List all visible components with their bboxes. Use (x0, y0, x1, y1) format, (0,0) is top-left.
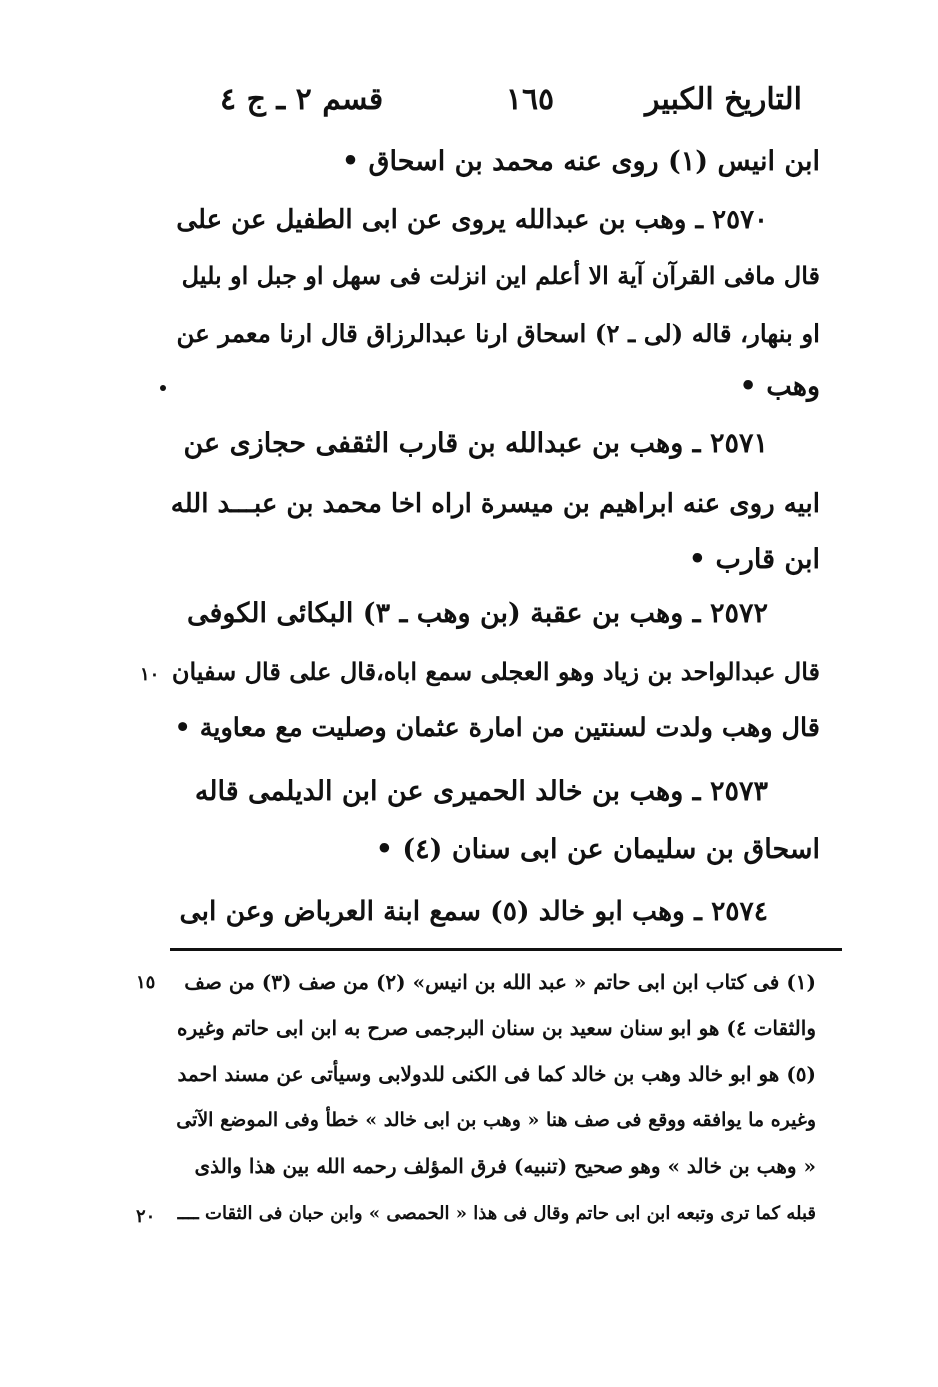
footnote-line-6: قبله كما ترى وتبعه ابن ابى حاتم وقال فى هذا « الحمصى » وابن حبان فى الثقات ــــ (177, 1203, 816, 1224)
entry-2571-heading: ٢٥٧١ ـ وهب بن عبدالله بن قارب الثقفى حجازى عن (183, 428, 768, 459)
margin-line-number-15: ١٥ (136, 972, 156, 993)
footnote-line-1: (١) فى كتاب ابن ابى حاتم « عبد الله بن انيس» (٢) من صف (٣) من صف (184, 970, 816, 994)
footnote-line-3: (٥) هو ابو خالد وهب بن خالد كما فى الكنى للدولابى وسيأتى عن مسند احمد (177, 1062, 816, 1086)
body-line-13: اسحاق بن سليمان عن ابى سنان (٤) • (375, 834, 820, 865)
book-title: التاريخ الكبير (644, 82, 802, 117)
entry-2573-heading: ٢٥٧٣ ـ وهب بن خالد الحميرى عن ابن الديلمى قاله (194, 776, 768, 807)
entry-2570-heading: ٢٥٧٠ ـ وهب بن عبدالله يروى عن ابى الطفيل عن على (176, 205, 768, 235)
body-line-11: قال وهب ولدت لسنتين من امارة عثمان وصليت مع معاوية • (174, 713, 820, 743)
body-line-10: قال عبدالواحد بن زياد وهو العجلى سمع اباه،قال على قال سفيان (171, 657, 820, 686)
footnote-line-4: وغيره ما يوافقه ووقع فى صف هنا « وهب بن ابى خالد » خطأ وفى الموضع الآتى (176, 1109, 816, 1131)
footnote-line-2: والثقات ٤) هو ابو سنان سعيد بن سنان البرجمى صرح به ابن ابى حاتم وغيره (177, 1016, 816, 1040)
part-volume: قسم ٢ ـ ج ٤ (220, 82, 384, 117)
body-line-1: ابن انيس (١) روى عنه محمد بن اسحاق • (341, 146, 820, 177)
body-line-7: ابيه روى عنه ابراهيم بن ميسرة اراه اخا محمد بن عبـــد الله (170, 489, 820, 519)
margin-line-number-20: ٢٠ (136, 1206, 156, 1227)
margin-dot-5 (160, 385, 166, 391)
body-line-4: او بنهار، قاله (لى ـ ٢) اسحاق ارنا عبدالرزاق قال ارنا معمر عن (176, 319, 820, 348)
body-line-8: ابن قارب • (688, 544, 820, 575)
footnote-rule (170, 948, 842, 951)
entry-2574-heading: ٢٥٧٤ ـ وهب ابو خالد (٥) سمع ابنة العرباض وعن ابى (179, 896, 768, 927)
entry-2572-heading: ٢٥٧٢ ـ وهب بن عقبة (بن وهب ـ ٣) البكائى الكوفى (186, 598, 768, 629)
body-line-5: وهب • (739, 371, 820, 402)
body-line-3: قال مافى القرآن آية الا أعلم اين انزلت فى سهل او جبل او بليل (181, 261, 820, 290)
footnote-line-5: « وهب بن خالد » وهو صحيح (تنبيه) فرق المؤلف رحمه الله بين هذا والذى (194, 1154, 816, 1178)
margin-line-number-10: ١٠ (140, 664, 160, 685)
page-number: ١٦٥ (505, 82, 555, 117)
